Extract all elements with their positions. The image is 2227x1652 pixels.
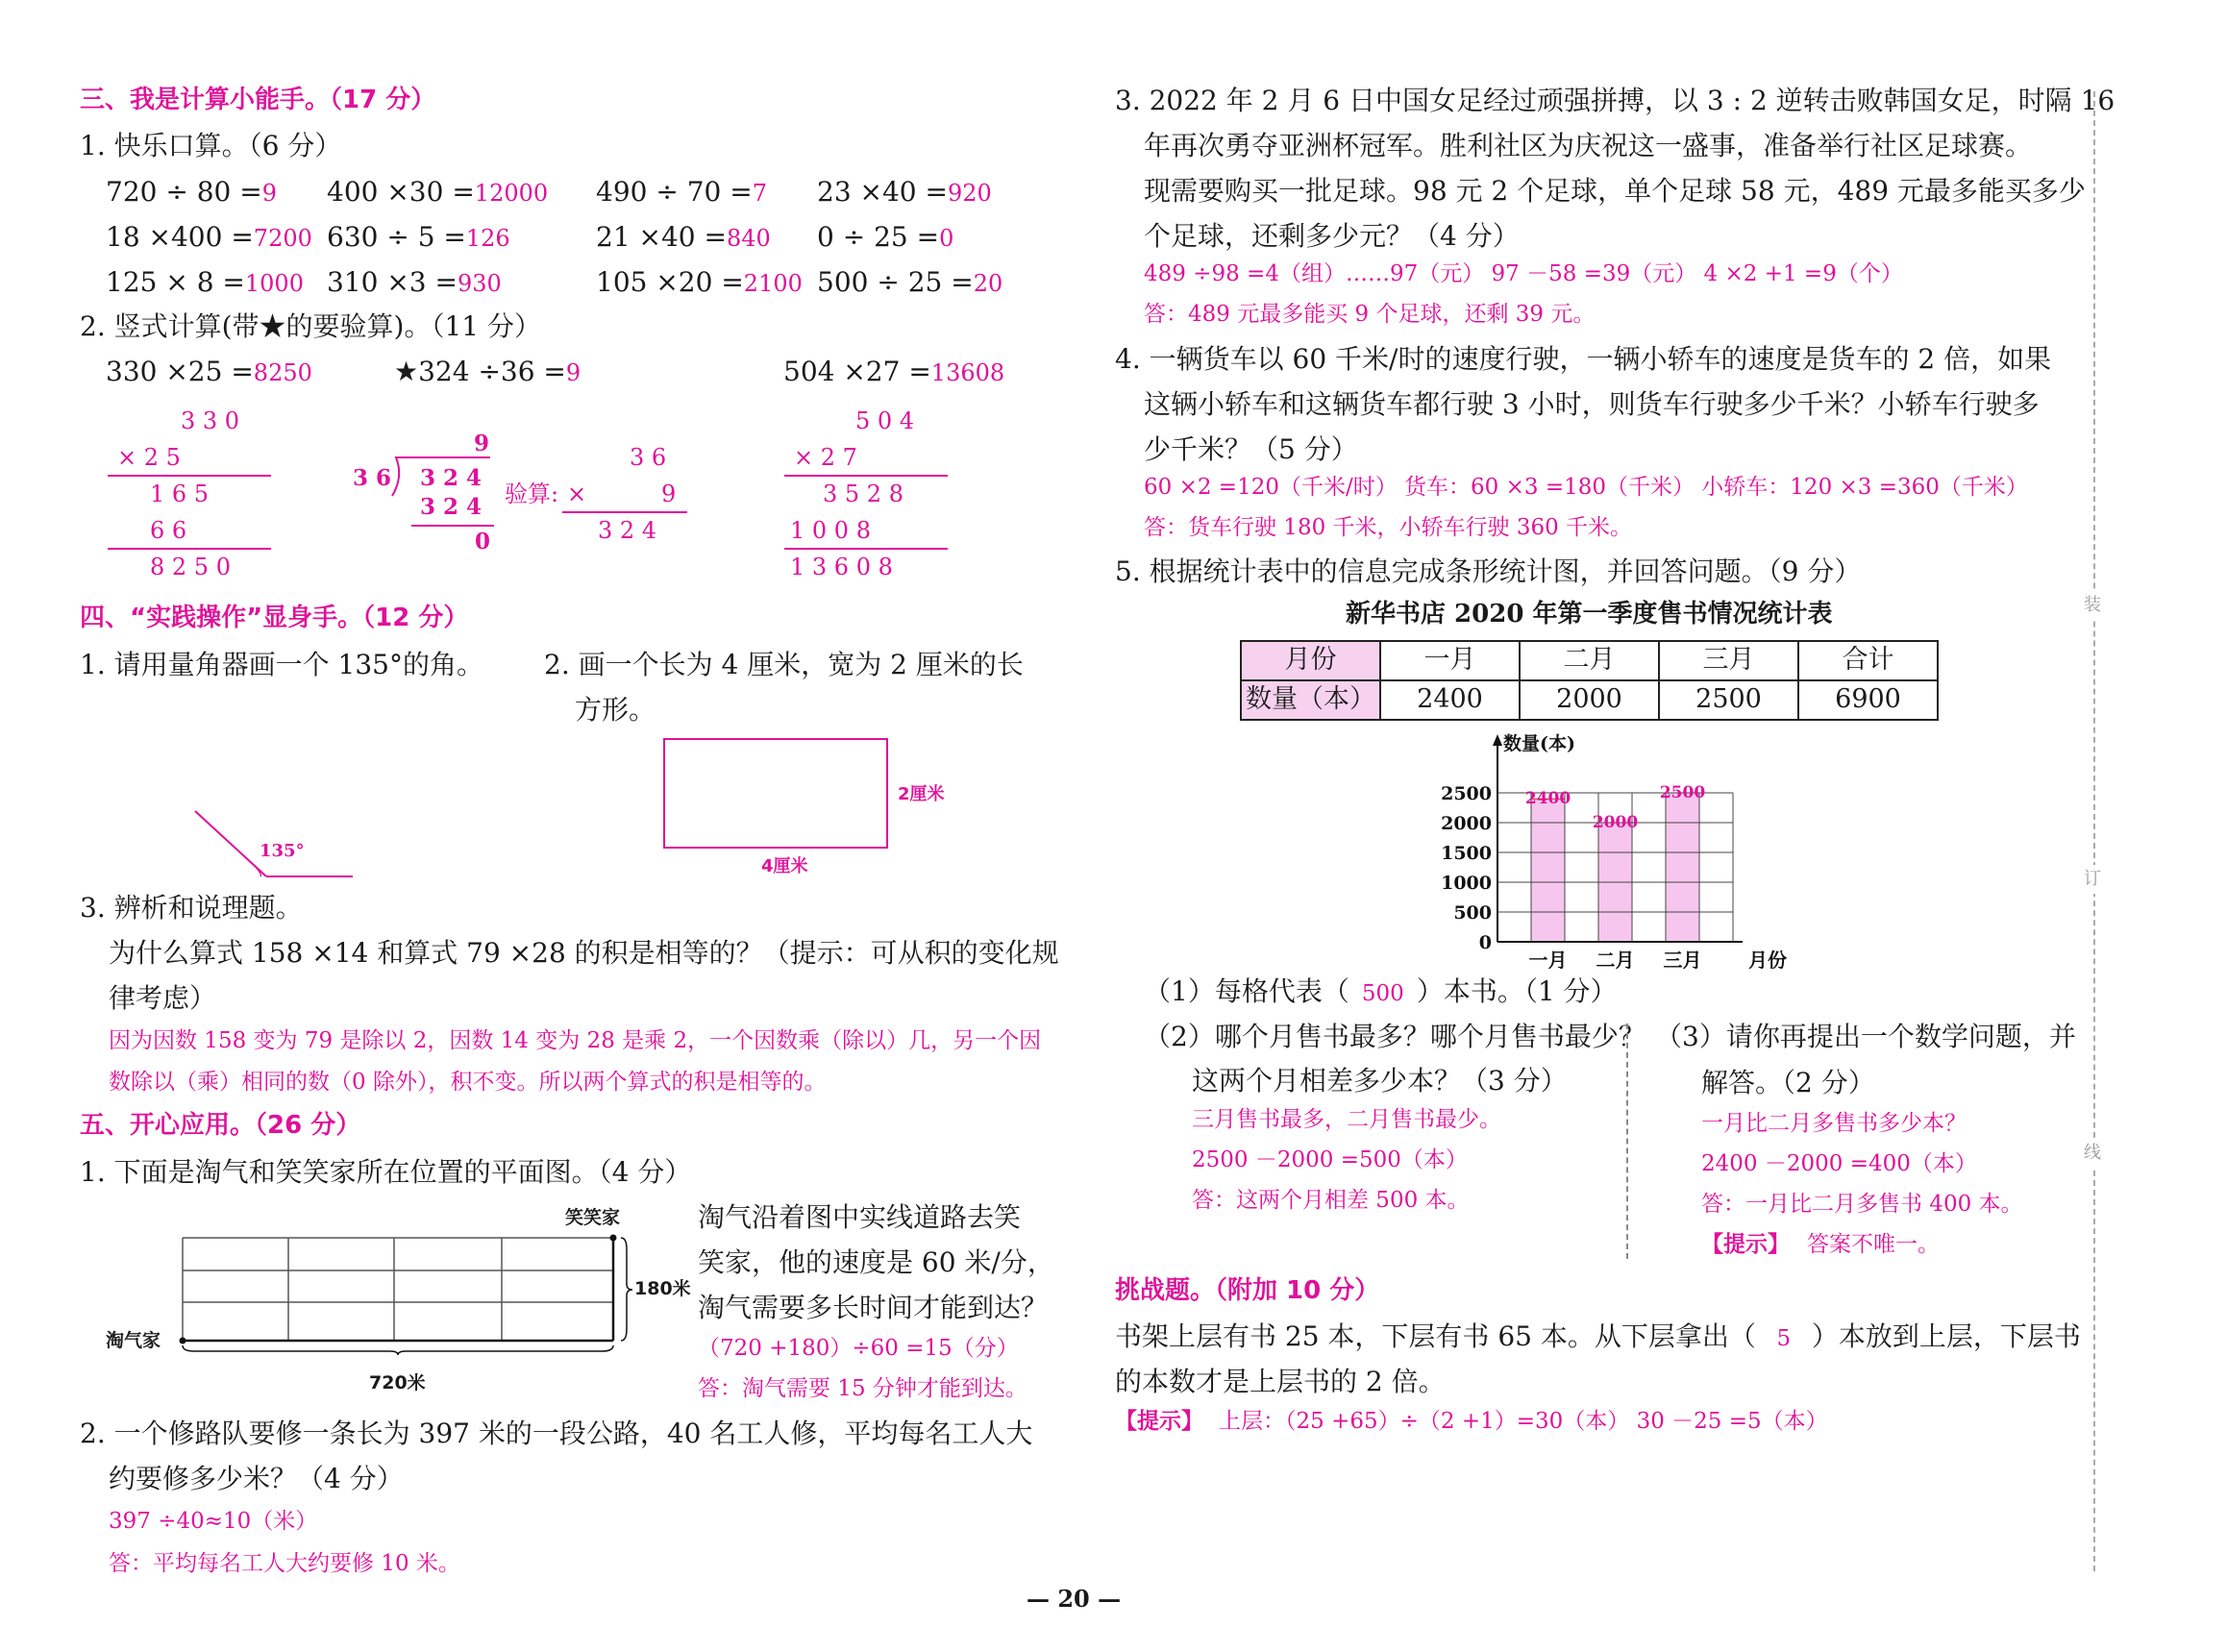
margin-char-ding: 订 [2084,865,2101,894]
mental-answer: 0 [939,225,954,252]
expr-answer: 9 [565,359,581,386]
mental-expr: 105 ×20 = [596,266,744,298]
bar [1666,793,1699,942]
mental-answer: 840 [726,225,771,252]
y-tick-label: 1000 [1441,873,1492,894]
s5-q2-answer1: 397 ÷40≈10（米） [109,1509,318,1534]
mental-item [106,221,312,254]
x-tick-label: 二月 [1596,949,1635,969]
y-tick-label: 500 [1453,902,1492,924]
page-number: — 20 — [1027,1585,1122,1613]
table-header-cell: 三月 [1659,641,1798,680]
mental-item [817,221,953,254]
r-q3-line4: 个足球，还剩多少元？（4 分） [1144,220,1520,252]
y-tick-label: 0 [1478,932,1492,953]
v2-check-label: 验算: [505,481,559,507]
expr-answer: 8250 [253,359,312,386]
map-label-taoqi: 淘气家 [106,1330,161,1351]
expr-text: 504 ×27 = [783,356,931,387]
table-cell: 2400 [1380,680,1520,720]
r-sub2-answer2: 2500 －2000 =500（本） [1192,1147,1468,1172]
bar-chart [1432,728,1797,969]
mental-expr: 0 ÷ 25 = [817,221,940,253]
v2-check-multiplier: 9 [661,481,677,507]
mental-answer: 920 [947,180,992,207]
v1-line-1 [108,475,271,477]
mental-expr: 630 ÷ 5 = [327,221,466,253]
table-header-cell: 一月 [1380,641,1520,680]
table-cell: 6900 [1798,680,1938,720]
mental-expr: 21 ×40 = [596,221,727,253]
r-sub2-line2: 这两个月相差多少本？（3 分） [1192,1065,1568,1097]
v3-row-3: 3 5 2 8 [823,481,903,507]
v1-row-4: 6 6 [150,517,187,544]
s5-q1-answer2: 答：淘气需要 15 分钟才能到达。 [698,1376,1027,1401]
q2-title: 2. 竖式计算(带★的要验算)。（11 分） [80,310,541,342]
mental-answer: 126 [465,225,510,252]
angle-label: 135° [260,841,305,861]
mental-item [596,221,771,254]
s4-q3-answer1: 因为因数 158 变为 79 是除以 2，因数 14 变为 28 是乘 2，一个因数乘（除以）几，另一个因 [109,1028,1042,1053]
stats-table-title: 新华书店 2020 年第一季度售书情况统计表 [1346,600,1833,629]
rect-length-label: 4厘米 [761,856,808,876]
mental-item [106,176,277,209]
v2-product: 3 2 4 [420,494,483,520]
mental-item [596,266,803,299]
v3-line-2 [784,548,948,550]
challenge-pre: 书架上层有书 25 本，下层有书 65 本。从下层拿出（ [1115,1320,1756,1352]
r-sub3-line2: 解答。（2 分） [1701,1067,1875,1098]
map-label-180m: 180米 [634,1278,691,1299]
table-row [1241,680,1938,720]
s4-q3-answer2: 数除以（乘）相同的数（0 除外），积不变。所以两个算式的积是相等的。 [109,1070,827,1095]
s5-q1-text2: 笑家，他的速度是 60 米/分， [698,1246,1054,1278]
vertical-1-expression [106,356,312,388]
r-sub2-answer1: 三月售书最多，二月售书最少。 [1192,1107,1501,1132]
sub1-post: ）本书。（1 分） [1416,975,1618,1007]
v3-row-1: 5 0 4 [855,407,915,434]
v2-dividend: 3 2 4 [420,465,483,491]
s4-q3-line2: 律考虑） [109,982,217,1014]
v2-divisor: 3 6 [353,465,392,491]
r-sub3-answer1: 一月比二月多售书多少本？ [1701,1111,1967,1136]
mental-item [327,221,510,254]
mental-item [327,266,502,299]
rect-width-label: 2厘米 [898,784,945,804]
mental-item [106,266,304,299]
v3-row-2: × 2 7 [794,444,857,471]
stats-table [1240,640,1939,721]
x-tick-label: 三月 [1663,949,1702,969]
s5-q1-text1: 淘气沿着图中实线道路去笑 [698,1201,1022,1233]
challenge-title: 挑战题。（附加 10 分） [1115,1276,1380,1305]
mental-answer: 9 [261,180,277,207]
s4-q3-title: 3. 辨析和说理题。 [80,892,303,924]
bar [1531,799,1565,942]
sub-divider [1626,1023,1628,1259]
challenge-post: ）本放到上层，下层书 [1811,1320,2081,1352]
table-header-row [1241,641,1938,680]
expr-answer: 13608 [930,359,1005,386]
drawn-rectangle [663,738,888,849]
data-label: 2400 [1524,789,1571,809]
r-q5-title: 5. 根据统计表中的信息完成条形统计图，并回答问题。（9 分） [1115,555,1862,587]
data-label: 2500 [1659,783,1706,802]
r-sub3-line1: （3）请你再提出一个数学问题，并 [1655,1021,2076,1052]
y-tick-label: 2500 [1441,783,1492,804]
sub1-answer: 500 [1361,981,1404,1006]
x-tick-label: 一月 [1528,949,1568,969]
margin-char-xian: 线 [2084,1139,2101,1168]
sub1-pre: （1）每格代表（ [1144,975,1349,1007]
mental-answer: 7 [752,180,767,207]
v2-check-times: × [567,481,587,507]
r-q3-answer2: 答：489 元最多能买 9 个足球，还剩 39 元。 [1144,302,1596,327]
mental-expr: 400 ×30 = [327,176,475,208]
mental-answer: 12000 [474,180,549,207]
r-q3-line3: 现需要购买一批足球。98 元 2 个足球，单个足球 58 元，489 元最多能买多少 [1144,175,2086,207]
v1-row-1: 3 3 0 [181,407,240,434]
r-q4-answer2: 答：货车行驶 180 千米，小轿车行驶 360 千米。 [1144,515,1633,540]
binding-line [2093,91,2095,1571]
v2-check-result: 3 2 4 [598,517,657,544]
s4-q3-line1: 为什么算式 158 ×14 和算式 79 ×28 的积是相等的？（提示：可从积的变化规 [109,937,1059,969]
s4-q2-line1: 2. 画一个长为 4 厘米，宽为 2 厘米的长 [544,649,1024,680]
challenge-answer: 5 [1776,1326,1792,1351]
vertical-3-expression [783,356,1004,388]
r-sub3-answer2: 2400 －2000 =400（本） [1701,1151,1977,1176]
mental-item [327,176,548,209]
section4-title: 四、“实践操作”显身手。（12 分） [80,604,469,632]
mental-expr: 18 ×400 = [106,221,254,253]
mental-item [596,176,767,209]
x-axis-label: 月份 [1748,949,1787,969]
expr-text: ★324 ÷36 = [394,356,566,387]
r-sub1 [1144,975,1618,1008]
map-label-xiaoxiao: 笑笑家 [565,1207,621,1228]
mental-expr: 125 × 8 = [106,266,245,298]
margin-char-zhuang: 装 [2084,591,2101,620]
y-tick-label: 1500 [1441,843,1492,864]
table-header-cell: 月份 [1241,641,1380,680]
table-cell: 数量（本） [1241,680,1380,720]
v1-row-2: × 2 5 [117,444,181,471]
r-q4-line1: 4. 一辆货车以 60 千米/时的速度行驶，一辆小轿车的速度是货车的 2 倍，如果 [1115,343,2052,375]
mental-expr: 500 ÷ 25 = [817,266,974,298]
mental-expr: 310 ×3 = [327,266,458,298]
data-label: 2000 [1592,813,1639,832]
vertical-2-expression [394,356,581,388]
mental-item [817,266,1002,299]
mental-answer: 1000 [244,270,304,297]
v3-row-4: 1 0 0 8 [790,517,871,544]
v2-quotient: 9 [474,431,490,456]
expr-text: 330 ×25 = [106,356,254,387]
mental-answer: 20 [973,270,1003,297]
v3-row-5: 1 3 6 0 8 [790,554,893,580]
y-tick-label: 2000 [1441,813,1492,834]
challenge-hint-label: 【提示】 [1115,1409,1203,1434]
s4-q1: 1. 请用量角器画一个 135°的角。 [80,649,483,680]
r-q4-answer1: 60 ×2 =120（千米/时） 货车：60 ×3 =180（千米） 小轿车：120 ×3 =360（千米） [1144,475,2028,500]
v2-check-top: 3 6 [630,444,667,471]
r-q4-line3: 少千米？（5 分） [1144,433,1358,465]
s5-q2-line2: 约要修多少米？（4 分） [109,1463,404,1494]
challenge-line1 [1115,1320,2081,1353]
section3-title: 三、我是计算小能手。（17 分） [80,86,436,114]
map-label-720m: 720米 [369,1372,426,1393]
mental-answer: 7200 [253,225,312,252]
mental-expr: 490 ÷ 70 = [596,176,753,208]
r-sub3-hint-label: 【提示】 [1701,1232,1790,1257]
mental-item [817,176,992,209]
s4-q2-line2: 方形。 [575,694,656,726]
r-sub3-hint: 答案不唯一。 [1807,1232,1940,1257]
mental-answer: 2100 [743,270,803,297]
table-header-cell: 合计 [1798,641,1938,680]
s5-q1-text3: 淘气需要多长时间才能到达？ [698,1292,1049,1323]
r-sub2-line1: （2）哪个月售书最多？哪个月售书最少？ [1144,1021,1646,1052]
table-cell: 2500 [1659,680,1798,720]
v1-line-2 [108,548,271,550]
r-q3-line2: 年再次勇夺亚洲杯冠军。胜利社区为庆祝这一盛事，准备举行社区足球赛。 [1144,130,2033,161]
v2-check-line [562,511,687,513]
s5-q2-line1: 2. 一个修路队要修一条长为 397 米的一段公路，40 名工人修，平均每名工人大 [80,1418,1033,1449]
table-cell: 2000 [1520,680,1659,720]
r-q3-line1: 3. 2022 年 2 月 6 日中国女足经过顽强拼搏，以 3 : 2 逆转击败韩国女足，时隔 16 [1115,85,2116,116]
r-sub2-answer3: 答：这两个月相差 500 本。 [1192,1188,1470,1213]
mental-answer: 930 [457,270,502,297]
challenge-line2: 的本数才是上层书的 2 倍。 [1115,1366,1446,1397]
section5-title: 五、开心应用。（26 分） [80,1111,361,1140]
mental-expr: 23 ×40 = [817,176,948,208]
y-axis-arrow [1493,734,1502,746]
table-header-cell: 二月 [1520,641,1659,680]
v3-line-1 [784,475,948,477]
y-axis-label: 数量(本) [1503,733,1575,754]
route-map [173,1211,634,1355]
r-q4-line2: 这辆小轿车和这辆货车都行驶 3 小时，则货车行驶多少千米？小轿车行驶多 [1144,388,2040,420]
v1-row-3: 1 6 5 [150,481,210,507]
s5-q1-answer1: （720 +180）÷60 =15（分） [698,1336,1019,1361]
v2-line [411,525,494,527]
q1-title: 1. 快乐口算。（6 分） [80,130,342,161]
mental-expr: 720 ÷ 80 = [106,176,262,208]
s5-q2-answer2: 答：平均每名工人大约要修 10 米。 [109,1551,460,1576]
r-q3-answer1: 489 ÷98 =4（组）……97（元） 97 －58 =39（元） 4 ×2 +1 =9（个） [1144,261,1903,286]
challenge-hint: 上层：（25 +65）÷（2 +1）=30（本） 30 －25 =5（本） [1219,1409,1828,1434]
s5-q1-title: 1. 下面是淘气和笑笑家所在位置的平面图。（4 分） [80,1156,692,1188]
v2-remainder: 0 [475,529,491,555]
r-sub3-answer3: 答：一月比二月多售书 400 本。 [1701,1192,2023,1217]
v1-row-5: 8 2 5 0 [150,554,231,580]
